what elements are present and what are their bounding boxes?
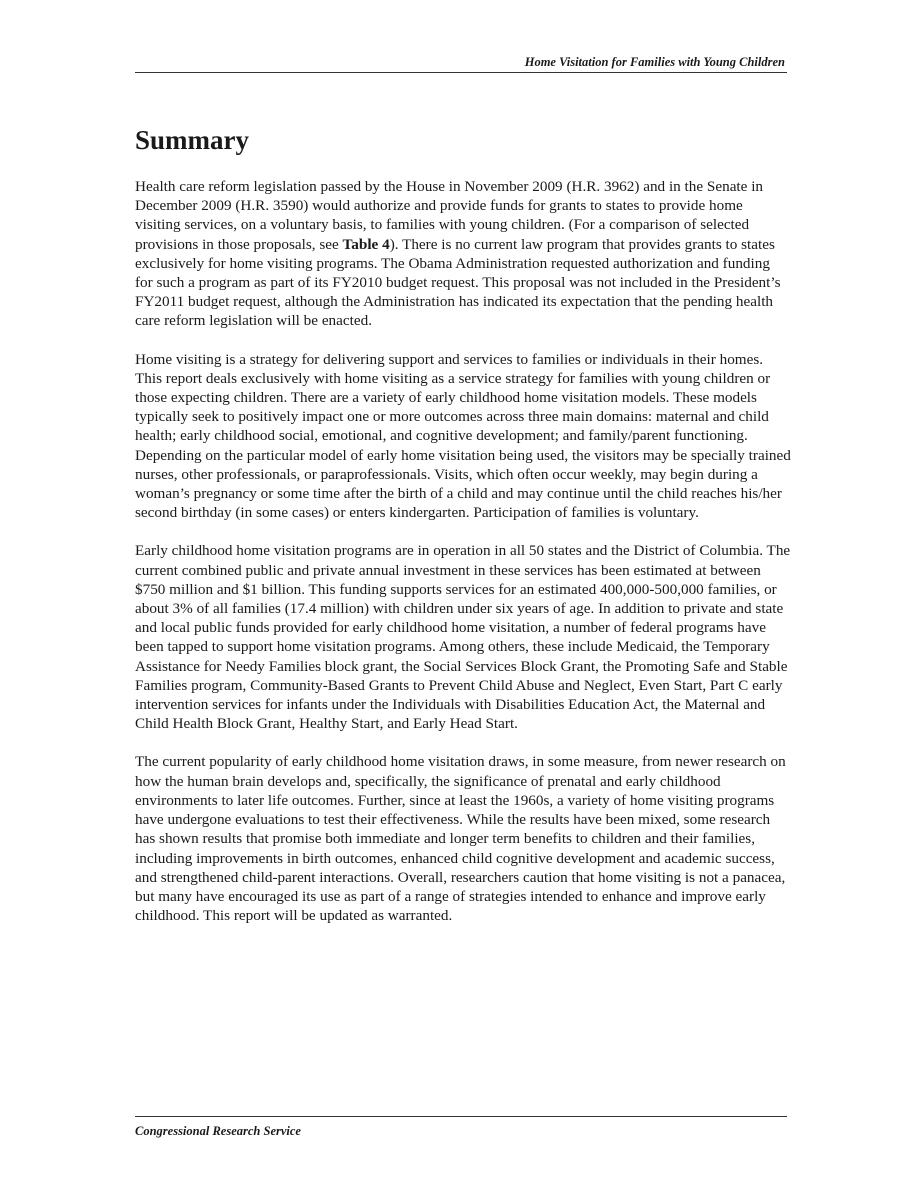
paragraph-1-text-b: ). There is no current law program that provides grants to states exclusively for home visiting programs. The Obama Administration requested authorization and funding for such a program as part of its FY2010 budget request. This proposal was not included in the President’s FY2011 budget request, although the Administration has indicated its expectation that the pending health care reform legislation will be enacted. xyxy=(135,235,781,330)
running-title: Home Visitation for Families with Young Children xyxy=(524,55,785,69)
page-title: Summary xyxy=(135,125,249,155)
paragraph-1 xyxy=(135,177,791,331)
table-4-link[interactable]: Table 4 xyxy=(342,235,390,253)
paragraph-3: Early childhood home visitation programs are in operation in all 50 states and the District of Columbia. The current combined public and private annual investment in these services has been estimated at between $750 million and $1 billion. This funding supports services for an estimated 400,000-500,000 families, or about 3% of all families (17.4 million) with children under six years of age. In addition to private and state and local public funds provided for early childhood home visitation, a number of federal programs have been tapped to support home visitation programs. Among others, these include Medicaid, the Temporary Assistance for Needy Families block grant, the Social Services Block Grant, the Promoting Safe and Stable Families program, Community-Based Grants to Prevent Child Abuse and Neglect, Even Start, Part C early intervention services for infants under the Individuals with Disabilities Education Act, the Maternal and Child Health Block Grant, Healthy Start, and Early Head Start. xyxy=(135,542,791,733)
paragraph-4: The current popularity of early childhood home visitation draws, in some measure, from newer research on how the human brain develops and, specifically, the significance of prenatal and early childhood environments to later life outcomes. Further, since at least the 1960s, a variety of home visiting programs have undergone evaluations to test their effectiveness. While the results have been mixed, some research has shown results that promise both immediate and longer term benefits to children and their families, including improvements in birth outcomes, enhanced child cognitive development and academic success, and strengthened child-parent interactions. Overall, researchers caution that home visiting is not a panacea, but many have encouraged its use as part of a range of strategies intended to enhance and improve early childhood. This report will be updated as warranted. xyxy=(135,753,786,925)
footer-source: Congressional Research Service xyxy=(135,1124,301,1138)
running-header xyxy=(135,55,787,73)
running-footer xyxy=(135,1116,787,1140)
paragraph-2: Home visiting is a strategy for delivering support and services to families or individuals in their homes. This report deals exclusively with home visiting as a service strategy for families with young children or those expecting children. There are a variety of early childhood home visitation models. These models typically seek to positively impact one or more outcomes across three main domains: maternal and child health; early childhood social, emotional, and cognitive development; and family/parent functioning. Depending on the particular model of early home visitation being used, the visitors may be specially trained nurses, other professionals, or paraprofessionals. Visits, which often occur weekly, may begin during a woman’s pregnancy or some time after the birth of a child and may continue until the child reaches his/her second birthday (in some cases) or enters kindergarten. Participation of families is voluntary. xyxy=(135,350,791,522)
paragraph-1-text-a: Health care reform legislation passed by the House in November 2009 (H.R. 3962) and in the Senate in December 2009 (H.R. 3590) would authorize and provide funds for grants to states to provide home visiting services, on a voluntary basis, to families with young children. (For a comparison of selected provisions in those proposals, see xyxy=(135,178,764,253)
summary-body xyxy=(135,177,791,944)
